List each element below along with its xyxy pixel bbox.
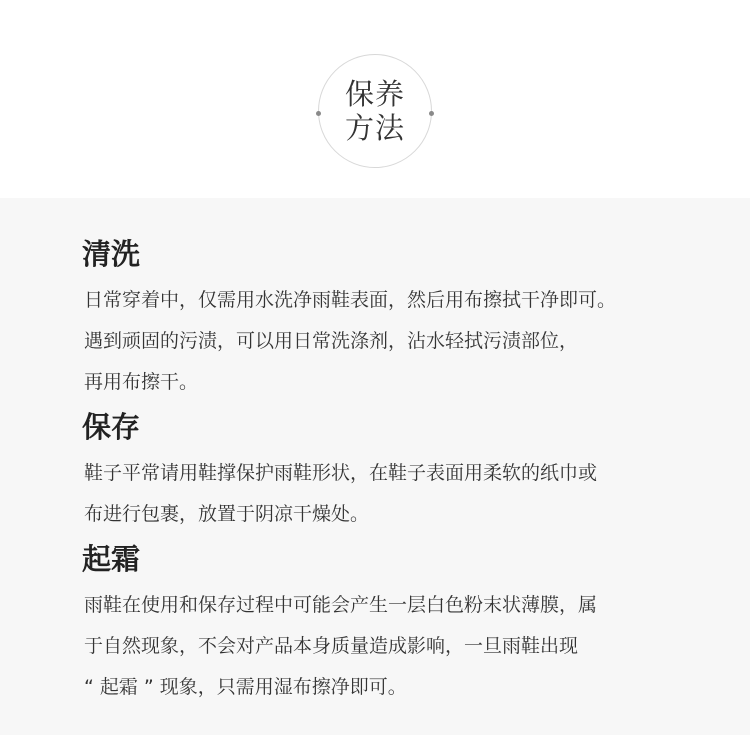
blooming-line-2: 于自然现象，不会对产品本身质量造成影响，一旦雨鞋出现 — [84, 635, 579, 657]
cleaning-line-2: 遇到顽固的污渍，可以用日常洗涤剂，沾水轻拭污渍部位， — [84, 330, 579, 352]
cleaning-line-1: 日常穿着中，仅需用水洗净雨鞋表面，然后用布擦拭干净即可。 — [84, 289, 617, 311]
badge-title-line-2: 方法 — [344, 111, 405, 145]
storage-line-1: 鞋子平常请用鞋撑保护雨鞋形状，在鞋子表面用柔软的纸巾或 — [84, 462, 598, 484]
storage-line-2: 布进行包裹，放置于阴凉干燥处。 — [84, 503, 370, 525]
badge-title — [319, 77, 431, 145]
title-badge — [318, 54, 432, 168]
section-title-storage: 保存 — [82, 410, 141, 444]
blooming-line-1: 雨鞋在使用和保存过程中可能会产生一层白色粉末状薄膜，属 — [84, 594, 598, 616]
badge-title-line-1: 保养 — [344, 77, 405, 111]
cleaning-line-3: 再用布擦干。 — [84, 371, 199, 393]
header — [0, 0, 750, 198]
section-title-blooming: 起霜 — [82, 542, 141, 576]
section-title-cleaning: 清洗 — [82, 237, 141, 271]
blooming-line-3: “ 起霜 ” 现象，只需用湿布擦净即可。 — [84, 676, 407, 698]
care-instructions — [0, 198, 750, 735]
